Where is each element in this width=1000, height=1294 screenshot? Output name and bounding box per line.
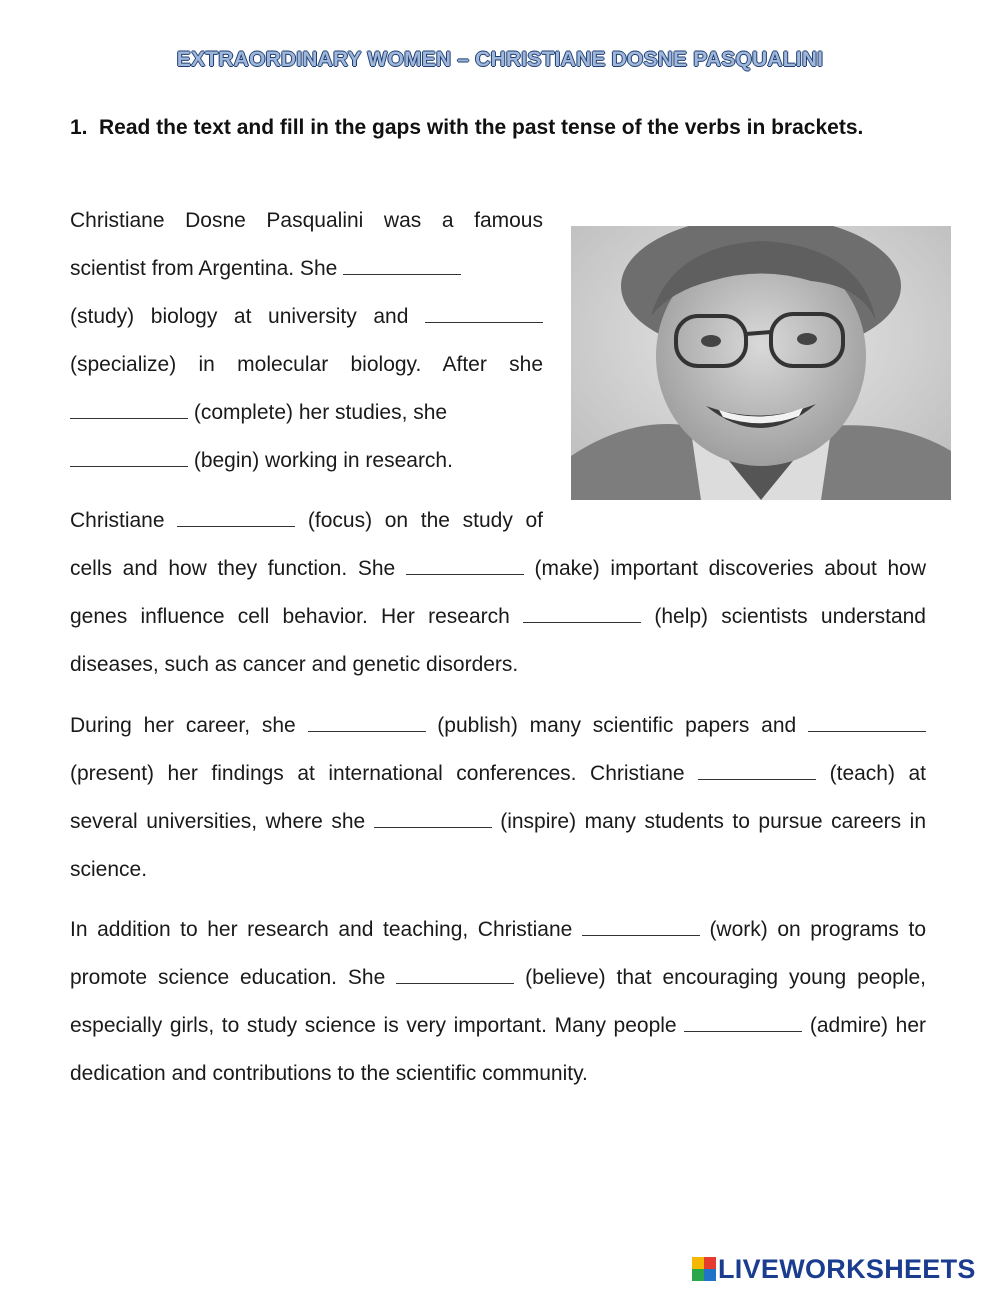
- paragraph-2: [70, 497, 926, 689]
- blank-believe[interactable]: [396, 965, 514, 984]
- paragraph-3: [70, 702, 926, 894]
- liveworksheets-logo[interactable]: [692, 1254, 976, 1284]
- logo-mark-icon: [692, 1257, 716, 1281]
- instruction-text: Read the text and fill in the gaps with the past tense of the verbs in brackets.: [99, 116, 864, 139]
- paragraph-1-text: (specialize) in molecular biology. After she: [70, 353, 543, 376]
- blank-work[interactable]: [582, 917, 700, 936]
- paragraph-4: [70, 906, 926, 1098]
- worksheet-title: EXTRAORDINARY WOMEN – CHRISTIANE DOSNE PASQUALINI: [176, 48, 824, 71]
- paragraph-3-text: (publish) many scientific papers and: [425, 714, 808, 737]
- paragraph-4-text: (believe) that encouraging young people, especially girls, to study science is very important. Many people: [70, 966, 926, 1037]
- paragraph-4-text: In addition to her research and teaching, Christiane: [70, 918, 582, 941]
- paragraph-4-text: (admire) her dedication and contributions to the scientific community.: [70, 1014, 926, 1085]
- blank-begin[interactable]: [70, 448, 188, 467]
- blank-publish[interactable]: [308, 713, 426, 732]
- blank-complete[interactable]: [70, 400, 188, 419]
- blank-teach[interactable]: [698, 761, 816, 780]
- paragraph-1: [70, 197, 543, 485]
- paragraph-1-text: (study) biology at university and: [70, 305, 425, 328]
- paragraph-1-text: Christiane Dosne Pasqualini was a famous scientist from Argentina. She: [70, 209, 543, 280]
- portrait-photo: [571, 226, 951, 500]
- blank-inspire[interactable]: [374, 809, 492, 828]
- instruction-number: 1.: [70, 116, 88, 139]
- instruction: [70, 104, 930, 152]
- paragraph-4-text: (work) on programs to promote science education. She: [70, 918, 926, 989]
- blank-make[interactable]: [406, 556, 524, 575]
- paragraph-2-text: Christiane: [70, 509, 178, 532]
- blank-focus[interactable]: [177, 508, 295, 527]
- paragraph-1-text: (begin) working in research.: [188, 449, 453, 472]
- paragraph-3-text: (teach) at several universities, where she: [70, 762, 926, 833]
- paragraph-2-text: (make) important discoveries about how genes influence cell behavior. Her research: [70, 557, 926, 628]
- paragraph-1-text: (complete) her studies, she: [188, 401, 448, 424]
- paragraph-2-text: (focus) on the study of cells and how they function. She: [70, 509, 543, 580]
- blank-admire[interactable]: [684, 1013, 802, 1032]
- paragraph-2-text: (help) scientists understand diseases, such as cancer and genetic disorders.: [70, 605, 926, 676]
- logo-wordmark: LIVEWORKSHEETS: [718, 1253, 976, 1284]
- blank-specialize[interactable]: [425, 304, 543, 323]
- paragraph-3-text: During her career, she: [70, 714, 308, 737]
- paragraph-3-text: (inspire) many students to pursue careers in science.: [70, 810, 926, 881]
- blank-help[interactable]: [523, 604, 641, 623]
- blank-study[interactable]: [343, 256, 461, 275]
- paragraph-3-text: (present) her findings at international conferences. Christiane: [70, 762, 699, 785]
- blank-present[interactable]: [808, 713, 926, 732]
